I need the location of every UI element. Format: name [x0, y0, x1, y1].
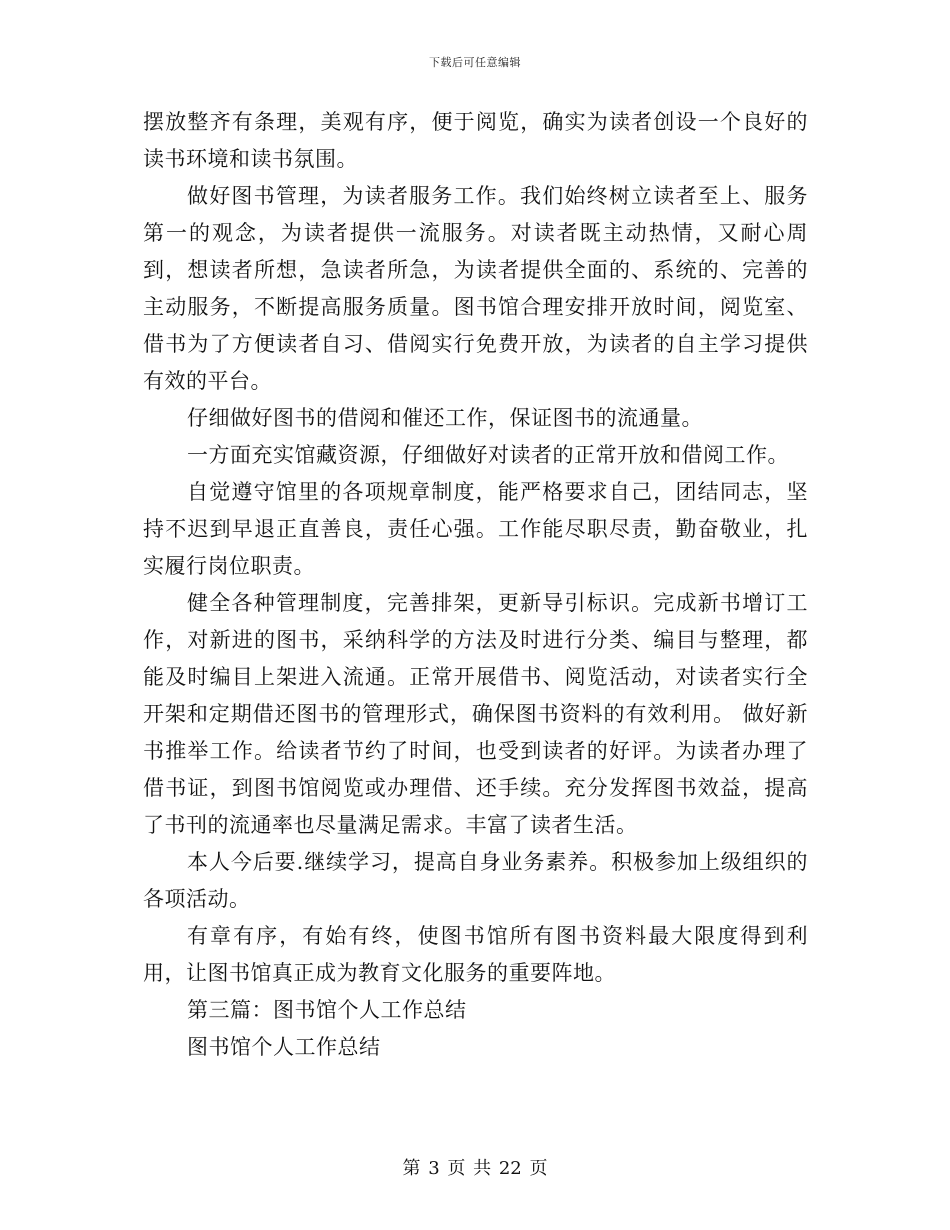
paragraph-3: 仔细做好图书的借阅和催还工作，保证图书的流通量。 — [187, 406, 703, 430]
paragraph-2: 做好图书管理，为读者服务工作。我们始终树立读者至上、服务第一的观念，为读者提供一流服务。对读者既主动热情，又耐心周到，想读者所想，急读者所急，为读者提供全面的、系统的、完善的主动服务，不断提高服务质量。图书馆合理安排开放时间，阅览室、借书为了方便读者自习、借阅实行免费开放，为读者的自主学习提供有效的平台。 — [143, 184, 808, 393]
paragraph-8: 有章有序，有始有终，使图书馆所有图书资料最大限度得到利用，让图书馆真正成为教育文化服务的重要阵地。 — [143, 924, 808, 985]
paragraph-4: 一方面充实馆藏资源，仔细做好对读者的正常开放和借阅工作。 — [187, 443, 789, 467]
page-number: 第 3 页 共 22 页 — [402, 1158, 548, 1179]
section-heading: 第三篇：图书馆个人工作总结 — [187, 998, 467, 1022]
paragraph-7: 本人今后要.继续学习，提高自身业务素养。积极参加上级组织的各项活动。 — [143, 850, 808, 911]
document-body — [143, 104, 808, 1066]
page-header: 下载后可任意编辑 — [429, 56, 521, 69]
paragraph-1: 摆放整齐有条理，美观有序，便于阅览，确实为读者创设一个良好的读书环境和读书氛围。 — [143, 110, 808, 171]
section-subheading: 图书馆个人工作总结 — [187, 1035, 381, 1059]
paragraph-5: 自觉遵守馆里的各项规章制度，能严格要求自己，团结同志，坚持不迟到早退正直善良，责任心强。工作能尽职尽责，勤奋敬业，扎实履行岗位职责。 — [143, 480, 808, 578]
paragraph-6: 健全各种管理制度，完善排架，更新导引标识。完成新书增订工作，对新进的图书，采纳科学的方法及时进行分类、编目与整理，都能及时编目上架进入流通。正常开展借书、阅览活动，对读者实行全开架和定期借还图书的管理形式，确保图书资料的有效利用。 做好新书推举工作。给读者节约了时间，也受到读者的好评。为读者办理了借书证，到图书馆阅览或办理借、还手续。充分发挥图书效益，提高了书刊的流通率也尽量满足需求。丰富了读者生活。 — [143, 591, 808, 837]
